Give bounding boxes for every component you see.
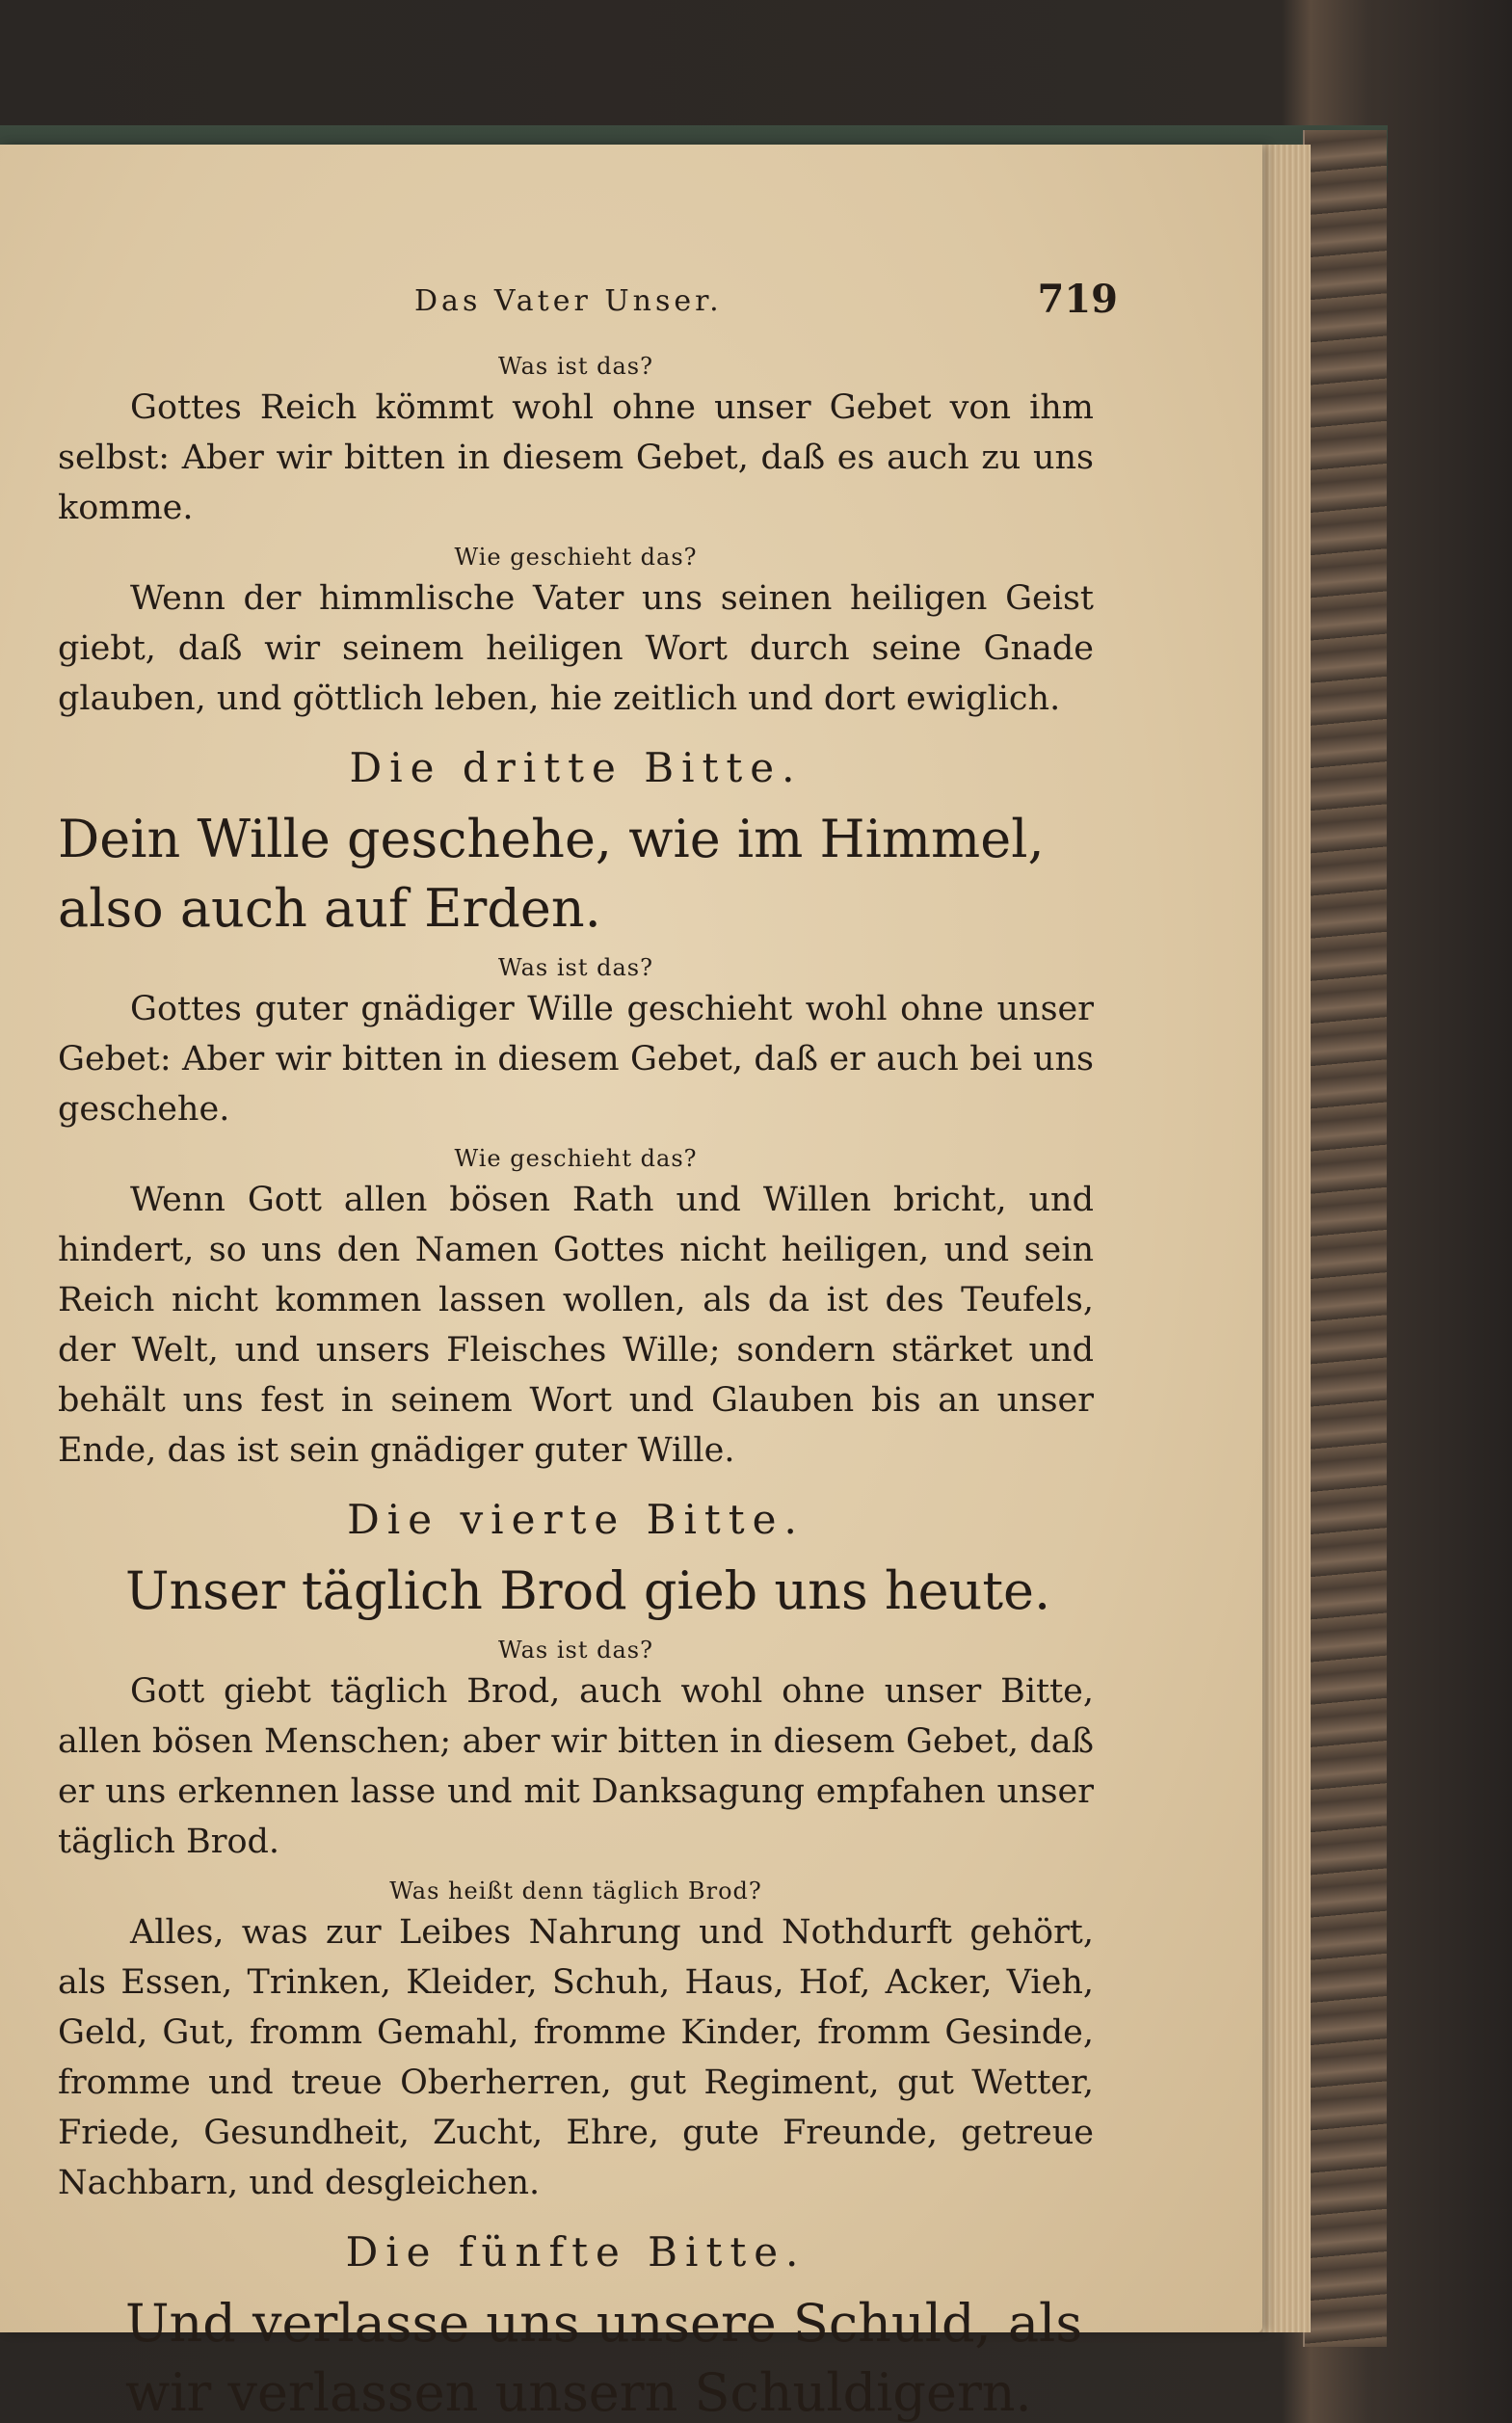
catechism-answer: [58, 1907, 1094, 2208]
answer-text: Gottes Reich kömmt wohl ohne unser Gebet von ihm selbst: Aber wir bitten in diesem Gebet, daß es auch zu uns komme.: [58, 388, 1094, 527]
catechism-answer: [58, 1666, 1094, 1867]
answer-text: Wenn der himmlische Vater uns seinen heiligen Geist giebt, daß wir seinem heiligen Wort durch seine Gnade glauben, und göttlich leben, hie zeitlich und dort ewiglich.: [58, 579, 1094, 718]
page-header: [58, 277, 1118, 342]
catechism-question: Was ist das?: [498, 353, 653, 380]
catechism-question: Wie geschieht das?: [454, 544, 698, 571]
answer-text: Gott giebt täglich Brod, auch wohl ohne unser Bitte, allen bösen Menschen; aber wir bitten in diesem Gebet, daß er uns erkennen lasse und mit Danksagung empfahen unser täglich Brod.: [58, 1672, 1094, 1861]
running-head: Das Vater Unser.: [414, 284, 723, 318]
answer-text: Wenn Gott allen bösen Rath und Willen bricht, und hindert, so uns den Namen Gottes nicht heiligen, und sein Reich nicht kommen lassen wollen, als da ist des Teufels, der Welt, und unsers Fleisches Wille; sondern stärket und behält uns fest in seinem Wort und Glauben bis an unser Ende, das ist sein gnädiger guter Wille.: [58, 1181, 1094, 1470]
petition-text: Dein Wille geschehe, wie im Himmel, also auch auf Erden.: [58, 809, 1045, 939]
petition-text: Unser täglich Brod gieb uns heute.: [125, 1560, 1051, 1621]
catechism-question: Was heißt denn täglich Brod?: [389, 1877, 762, 1904]
catechism-answer: [58, 1175, 1094, 1476]
answer-text: Alles, was zur Leibes Nahrung und Nothdurft gehört, als Essen, Trinken, Kleider, Schuh, Haus, Hof, Acker, Vieh, Geld, Gut, fromm Gemahl, fromme Kinder, fromm Gesinde, fromme und treue Oberherren, gut Regiment, gut Wetter, Friede, Gesundheit, Zucht, Ehre, gute Freunde, getreue Nachbarn, und desgleichen.: [58, 1913, 1094, 2202]
section-title: Die vierte Bitte.: [347, 1496, 805, 1543]
book-spine: [1303, 130, 1387, 2347]
page-number: 719: [1037, 277, 1118, 322]
catechism-answer: [58, 383, 1094, 533]
page-content: [58, 145, 1118, 2423]
catechism-question: Wie geschieht das?: [454, 1145, 698, 1172]
petition-text: Und verlasse uns unsere Schuld, als wir verlassen unsern Schuldigern.: [125, 2293, 1083, 2423]
catechism-question: Was ist das?: [498, 954, 653, 981]
catechism-answer: [58, 984, 1094, 1134]
catechism-answer: [58, 573, 1094, 724]
section-title: Die dritte Bitte.: [349, 744, 803, 791]
answer-text: Gottes guter gnädiger Wille geschieht wohl ohne unser Gebet: Aber wir bitten in diesem Gebet, daß er auch bei uns geschehe.: [58, 990, 1094, 1129]
section-title: Die fünfte Bitte.: [345, 2228, 807, 2276]
catechism-question: Was ist das?: [498, 1637, 653, 1664]
